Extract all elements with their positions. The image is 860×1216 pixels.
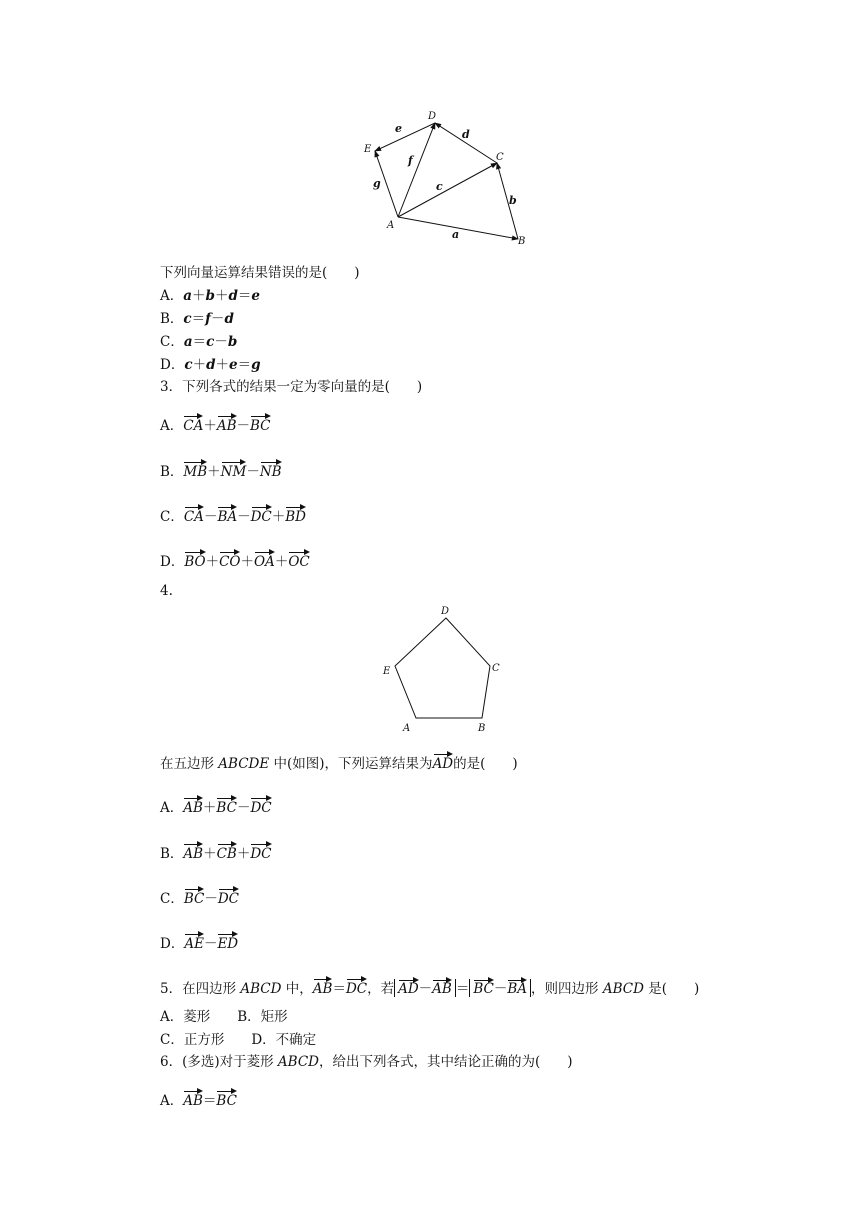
point-label-B: B [518,236,526,247]
q4-option-a: A．AB＋BC－DC [160,797,272,817]
q4-number: 4. [160,583,173,599]
q4-option-d: D．AE－ED [160,933,238,953]
pentagon-label-C: C [492,663,500,674]
q4-option-b: B．AB＋CB＋DC [160,843,272,863]
q5-option-cd: C．正方形 D．不确定 [160,1032,317,1048]
vector-label-g: g [373,177,381,190]
pentagon-label-A: A [403,723,411,734]
figure-pentagon [378,600,508,736]
point-label-A: A [387,220,395,231]
vector-label-a: a [452,228,460,241]
vector-label-b: b [509,194,517,207]
pentagon-label-B: B [478,723,486,734]
q2-option-b: B．c＝f－d [160,311,234,327]
figure-vector-diagram [360,106,540,252]
vector-label-d: d [462,128,470,141]
q4-stem: 在五边形 ABCDE 中(如图)，下列运算结果为AD的是( ) [160,753,518,773]
q2-option-d: D．c＋d＋e＝g [160,357,261,373]
q2-stem: 下列向量运算结果错误的是( ) [160,265,360,281]
vector-f [398,123,435,217]
q6-stem: 6．(多选)对于菱形 ABCD，给出下列各式，其中结论正确的为( ) [160,1054,573,1070]
q3-option-b: B．MB＋NM－NB [160,461,282,481]
vector-label-c: c [436,180,443,193]
q3-option-a: A．CA＋AB－BC [160,415,271,435]
q5-stem: 5．在四边形 ABCD 中，AB＝DC，若 AD－AB ＝ BC－BA ，则四边形 ABCD 是( ) [160,978,699,998]
pentagon-label-E: E [383,666,391,677]
q3-stem: 3．下列各式的结果一定为零向量的是( ) [160,379,423,395]
q2-option-a: A．a＋b＋d＝e [160,288,260,304]
point-label-E: E [364,144,372,155]
vector-c [398,163,497,217]
q2-option-c: C．a＝c－b [160,334,238,350]
vector-label-e: e [395,122,402,135]
point-label-D: D [428,111,437,122]
q6-option-a: A．AB＝BC [160,1090,237,1110]
q3-option-d: D．BO＋CO＋OA＋OC [160,551,310,571]
vector-label-f: f [408,154,413,167]
q5-option-ab: A．菱形 B．矩形 [160,1009,288,1025]
point-label-C: C [496,152,504,163]
q3-option-c: C．CA－BA－DC＋BD [160,506,306,526]
pentagon-label-D: D [441,606,450,617]
q4-option-c: C．BC－DC [160,888,239,908]
